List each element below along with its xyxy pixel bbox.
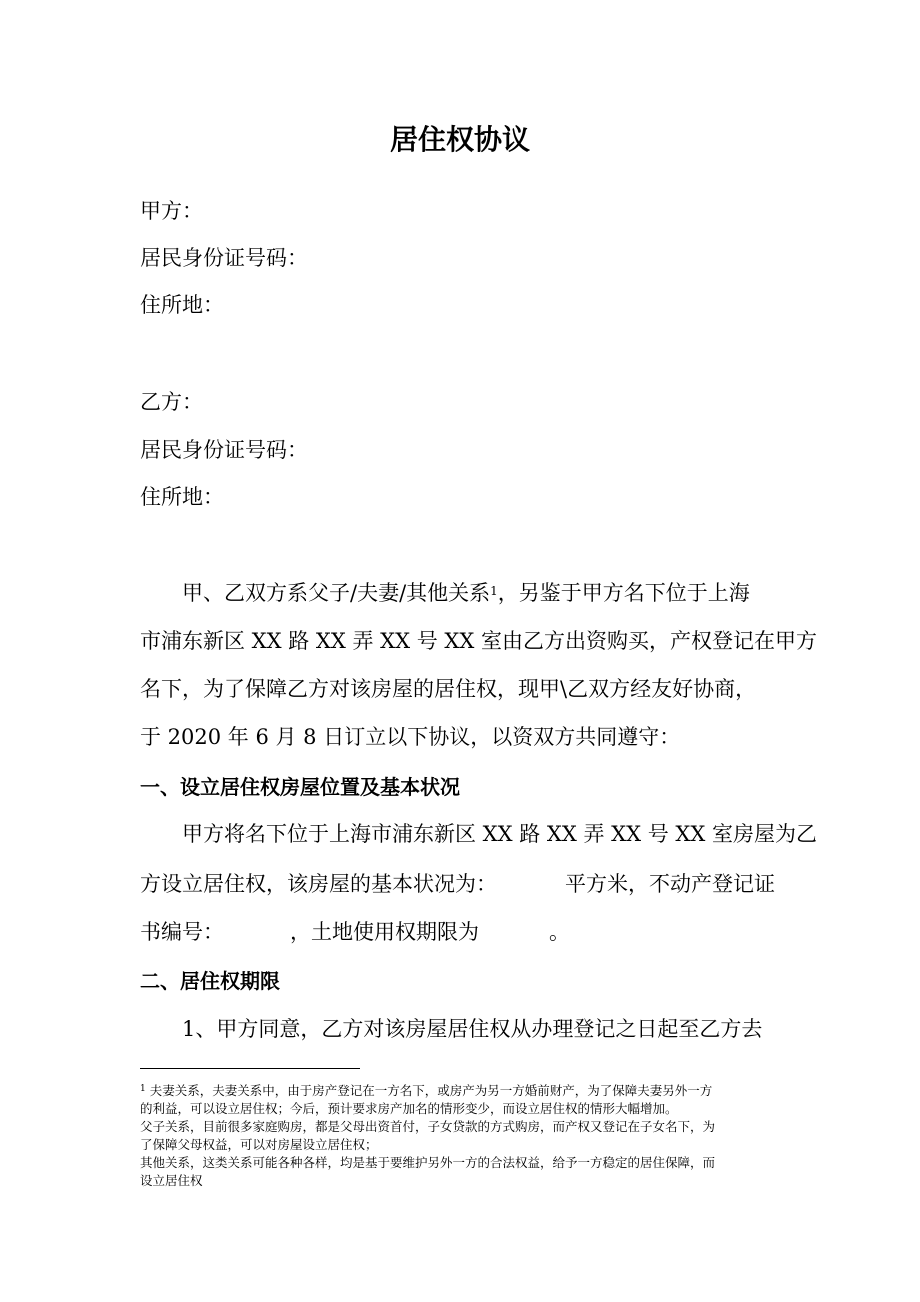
section-1-line-3 xyxy=(140,917,782,947)
intro-line-3: 名下，为了保障乙方对该房屋的居住权，现甲\乙双方经友好协商， xyxy=(140,677,757,701)
section-1-line-3b: ，土地使用权期限为 xyxy=(290,920,479,944)
intro-line-4: 于 2020 年 6 月 8 日订立以下协议，以资双方共同遵守： xyxy=(140,725,681,749)
section-1-line-3a: 书编号： xyxy=(140,920,224,944)
footnote-text-1: 夫妻关系，夫妻关系中，由于房产登记在一方名下，或房产为另一方婚前财产，为了保障夫妻另外一方 xyxy=(149,1083,713,1098)
footnote-ref: 1 xyxy=(490,584,498,598)
party-b-label: 乙方： xyxy=(140,390,203,414)
party-b-id-label: 居民身份证号码： xyxy=(140,438,308,462)
party-a-label: 甲方： xyxy=(140,199,203,223)
footnote-line-1 xyxy=(140,1082,782,1100)
intro-line-2: 市浦东新区 XX 路 XX 弄 XX 号 XX 室由乙方出资购买，产权登记在甲方 xyxy=(140,629,818,653)
section-2-line-1: 1、甲方同意，乙方对该房屋居住权从办理登记之日起至乙方去 xyxy=(182,1017,763,1041)
footnote-separator xyxy=(140,1068,360,1069)
section-1-line-1: 甲方将名下位于上海市浦东新区 XX 路 XX 弄 XX 号 XX 室房屋为乙 xyxy=(182,822,818,846)
document-title: 居住权协议 xyxy=(389,123,530,156)
footnote-line-5: 其他关系，这类关系可能各种各样，均是基于要维护另外一方的合法权益，给予一方稳定的居住保障，而 xyxy=(140,1155,716,1170)
party-b-address-label: 住所地： xyxy=(140,485,224,509)
footnote-mark: 1 xyxy=(140,1084,146,1094)
intro-text-1a: 甲、乙双方系父子/夫妻/其他关系 xyxy=(182,581,491,605)
section-1-line-3c: 。 xyxy=(549,920,570,944)
footnote-line-6: 设立居住权 xyxy=(140,1173,203,1188)
section-1-line-2b: 平方米，不动产登记证 xyxy=(565,872,775,896)
section-1-line-2a: 方设立居住权，该房屋的基本状况为： xyxy=(140,872,497,896)
intro-text-1b: ，另鉴于甲方名下位于上海 xyxy=(497,581,750,605)
party-a-id-label: 居民身份证号码： xyxy=(140,246,308,270)
intro-line-1 xyxy=(182,578,782,608)
section-1-line-2 xyxy=(140,869,782,899)
section-1-heading: 一、设立居住权房屋位置及基本状况 xyxy=(140,775,460,799)
section-2-heading: 二、居住权期限 xyxy=(140,969,280,993)
footnote-line-3: 父子关系，目前很多家庭购房，都是父母出资首付，子女贷款的方式购房，而产权又登记在子女名下，为 xyxy=(140,1119,716,1134)
party-a-address-label: 住所地： xyxy=(140,293,224,317)
footnote-line-2: 的利益，可以设立居住权；今后，预计要求房产加名的情形变少，而设立居住权的情形大幅增加。 xyxy=(140,1101,678,1116)
footnote-line-4: 了保障父母权益，可以对房屋设立居住权； xyxy=(140,1137,378,1152)
